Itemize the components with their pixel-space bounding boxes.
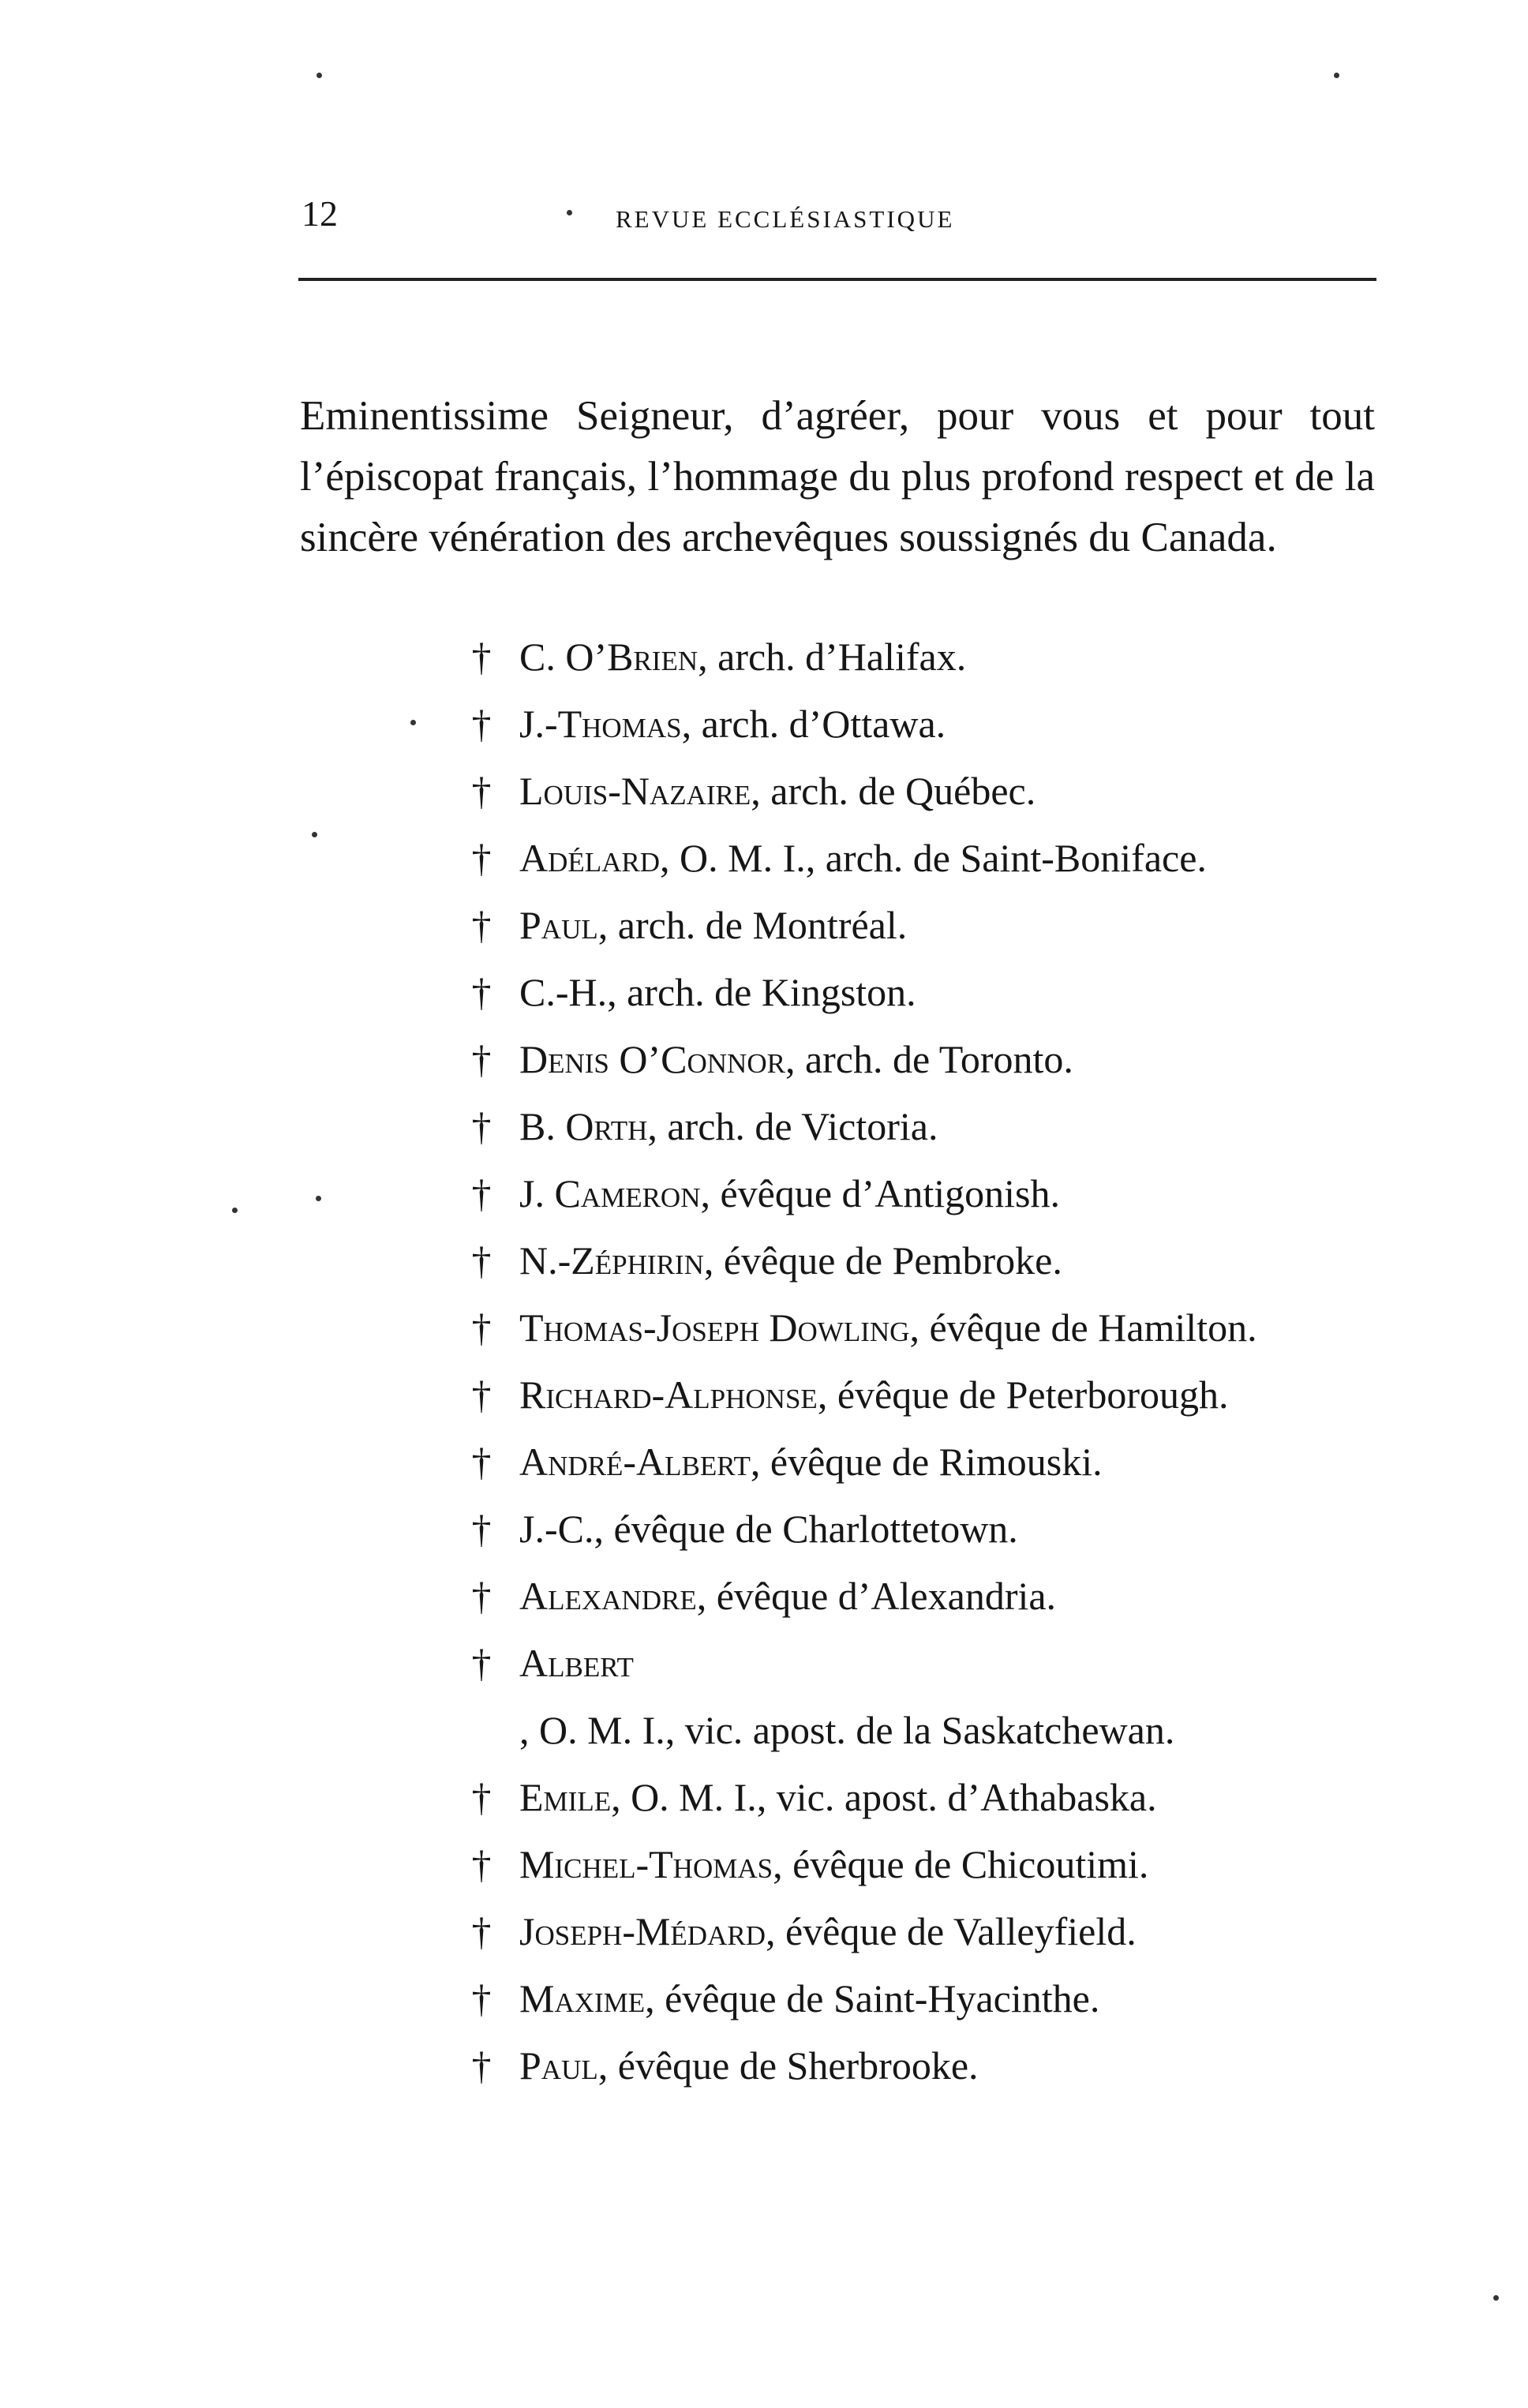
signatory-title: , évêque d’Antigonish. xyxy=(700,1171,1060,1215)
body-paragraph: Eminentissime Seigneur, d’agréer, pour vous et pour tout l’épiscopat français, l’hommage du plus profond respect et de la sincère vénération des archevêques soussignés du Canada. xyxy=(300,393,1375,560)
signatory-title: , O. M. I., arch. de Saint-Boniface. xyxy=(660,836,1207,880)
signatory-name: C. O’Brien xyxy=(519,635,698,679)
cross-icon: † xyxy=(471,1775,492,1819)
signature-item xyxy=(466,892,1397,959)
signature-item xyxy=(466,1831,1397,1898)
signatory-title: , évêque d’Alexandria. xyxy=(696,1574,1057,1618)
signatory-name: Michel-Thomas xyxy=(519,1842,773,1886)
print-speck xyxy=(232,1208,238,1213)
signatory-name: J. Cameron xyxy=(519,1171,701,1215)
signature-item xyxy=(466,1294,1397,1361)
signatory-name: Paul xyxy=(519,903,598,947)
cross-icon: † xyxy=(471,635,492,679)
cross-icon: † xyxy=(471,1373,492,1417)
signatory-title: , arch. de Victoria. xyxy=(647,1104,938,1148)
signatory-title: , évêque de Rimouski. xyxy=(750,1440,1103,1484)
header-rule xyxy=(298,278,1376,281)
signatory-name: J.-Thomas xyxy=(519,702,682,746)
print-speck xyxy=(1334,73,1339,78)
signature-item xyxy=(466,1496,1397,1563)
signature-item xyxy=(466,758,1397,825)
signature-item xyxy=(466,1898,1397,1965)
signatory-name: Maxime xyxy=(519,1976,646,2020)
signatory-name: Alexandre xyxy=(519,1574,697,1618)
signatory-title: , O. M. I., vic. apost. d’Athabaska. xyxy=(611,1775,1157,1819)
cross-icon: † xyxy=(471,1171,492,1215)
signature-item xyxy=(466,1563,1397,1630)
signatory-title: , arch. de Kingston. xyxy=(607,970,916,1014)
signature-item xyxy=(466,1965,1397,2032)
signatory-title: , O. M. I., vic. apost. de la Saskatchewan. xyxy=(519,1708,1175,1752)
signatory-title: , arch. de Toronto. xyxy=(785,1037,1073,1081)
cross-icon: † xyxy=(471,1574,492,1618)
signatory-name: André-Albert xyxy=(519,1440,751,1484)
signature-item xyxy=(466,959,1397,1026)
running-title: REVUE ECCLÉSIASTIQUE xyxy=(616,205,955,233)
cross-icon: † xyxy=(471,970,492,1014)
signature-item xyxy=(466,1630,1397,1764)
print-speck xyxy=(316,1196,321,1201)
signatory-title: , évêque de Peterborough. xyxy=(817,1373,1229,1417)
cross-icon: † xyxy=(471,1507,492,1551)
print-speck xyxy=(410,720,416,725)
signatory-title: , évêque de Chicoutimi. xyxy=(773,1842,1149,1886)
signatory-name: N.-Zéphirin xyxy=(519,1238,704,1283)
cross-icon: † xyxy=(471,1104,492,1148)
signature-item xyxy=(466,624,1397,691)
signatory-name: Paul xyxy=(519,2043,598,2088)
signature-item xyxy=(466,2032,1397,2099)
signatory-title: , évêque de Sherbrooke. xyxy=(597,2043,979,2088)
signatory-name: Joseph-Médard xyxy=(519,1909,766,1953)
cross-icon: † xyxy=(471,1909,492,1953)
print-speck xyxy=(1493,2295,1499,2301)
signatory-title: , évêque de Saint-Hyacinthe. xyxy=(645,1976,1100,2020)
cross-icon: † xyxy=(471,1305,492,1350)
signatory-name: Adélard xyxy=(519,836,661,880)
cross-icon: † xyxy=(471,1037,492,1081)
signatory-name: Denis O’Connor xyxy=(519,1037,785,1081)
cross-icon: † xyxy=(471,1440,492,1484)
signatory-title: , évêque de Valleyfield. xyxy=(765,1909,1137,1953)
page-number: 12 xyxy=(301,193,338,234)
cross-icon: † xyxy=(471,769,492,813)
signatory-name: C.-H. xyxy=(519,970,608,1014)
signatory-name: J.-C. xyxy=(519,1507,594,1551)
cross-icon: † xyxy=(471,1641,492,1685)
print-speck xyxy=(316,73,322,78)
signature-item xyxy=(466,1093,1397,1160)
signatory-title: , arch. de Montréal. xyxy=(597,903,908,947)
print-speck xyxy=(312,832,317,837)
signatory-name: Thomas-Joseph Dowling xyxy=(519,1305,910,1350)
signature-item xyxy=(466,825,1397,892)
signatory-title: , arch. d’Ottawa. xyxy=(681,702,946,746)
signature-item xyxy=(466,1764,1397,1831)
cross-icon: † xyxy=(471,702,492,746)
signatory-title: , arch. de Québec. xyxy=(751,769,1036,813)
signature-item xyxy=(466,691,1397,758)
cross-icon: † xyxy=(471,836,492,880)
signature-item xyxy=(466,1429,1397,1496)
cross-icon: † xyxy=(471,2043,492,2088)
signatory-name: Albert xyxy=(519,1641,634,1685)
signatory-title: , évêque de Pembroke. xyxy=(703,1238,1062,1283)
cross-icon: † xyxy=(471,1976,492,2020)
cross-icon: † xyxy=(471,1238,492,1283)
signatory-name: B. Orth xyxy=(519,1104,648,1148)
signatory-name: Louis-Nazaire xyxy=(519,769,751,813)
signatory-name: Emile xyxy=(519,1775,612,1819)
signatory-title: , évêque de Charlottetown. xyxy=(594,1507,1018,1551)
signature-item xyxy=(466,1361,1397,1429)
cross-icon: † xyxy=(471,903,492,947)
cross-icon: † xyxy=(471,1842,492,1886)
signatory-title: , évêque de Hamilton. xyxy=(909,1305,1257,1350)
signature-item xyxy=(466,1160,1397,1227)
signatory-title: , arch. d’Halifax. xyxy=(698,635,967,679)
signature-item xyxy=(466,1227,1397,1294)
print-speck xyxy=(567,210,572,215)
signatory-name: Richard-Alphonse xyxy=(519,1373,818,1417)
signature-item xyxy=(466,1026,1397,1093)
signature-list xyxy=(466,624,1397,2099)
